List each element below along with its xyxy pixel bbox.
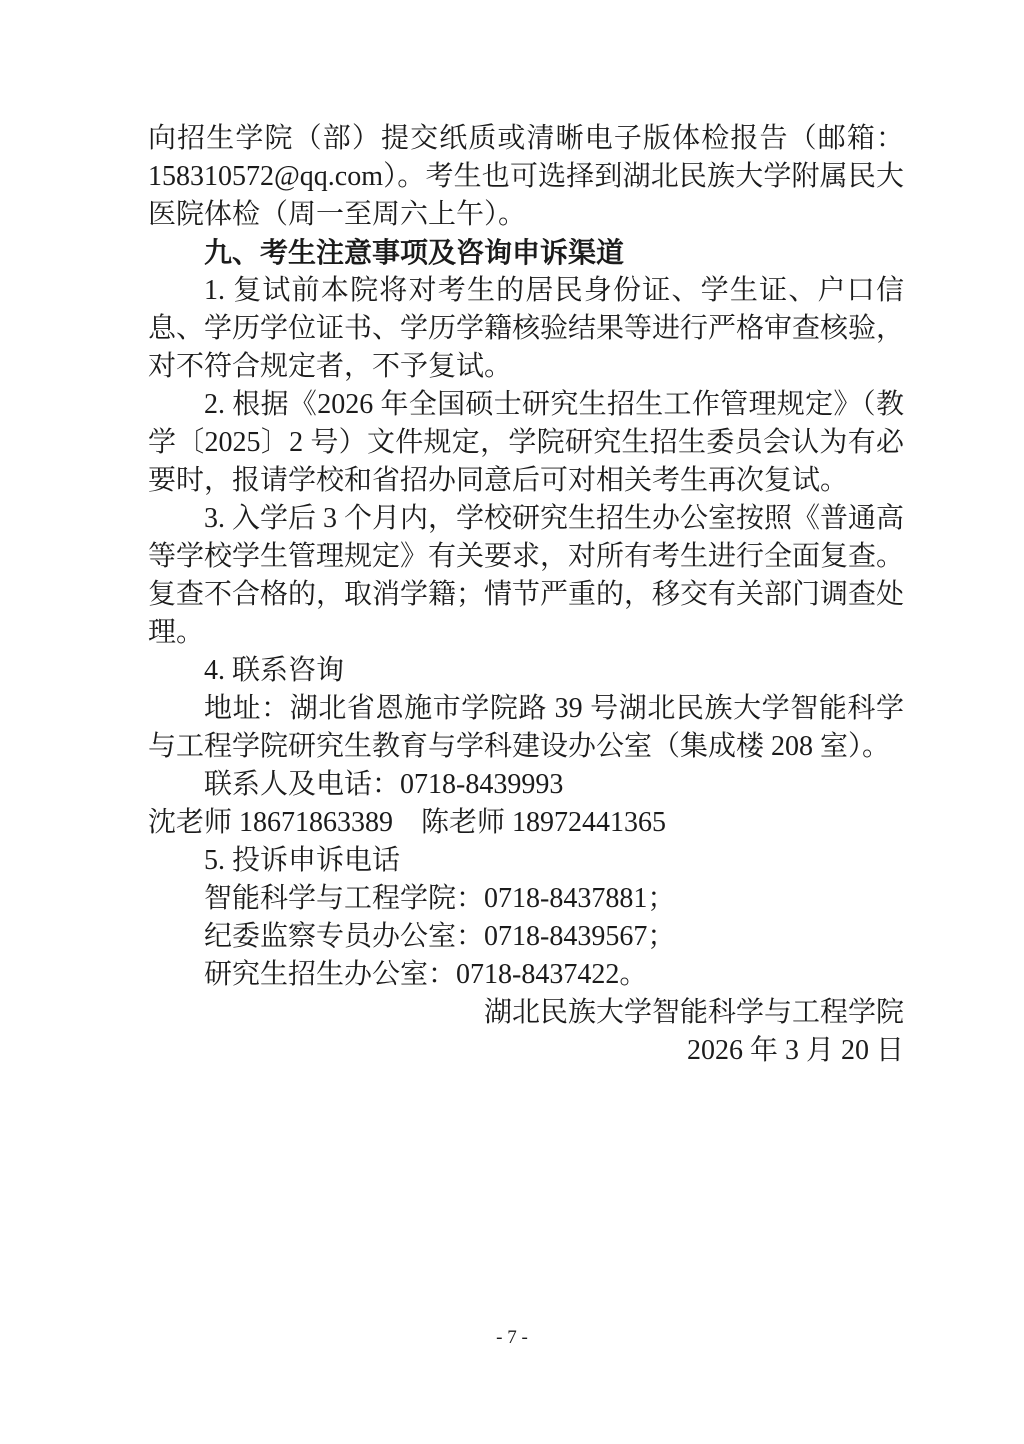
paragraph-item-1-verification: 1. 复试前本院将对考生的居民身份证、学生证、户口信息、学历学位证书、学历学籍核验结果等进行严格审查核验，对不符合规定者，不予复试。 bbox=[148, 275, 905, 382]
document-body bbox=[148, 120, 904, 1070]
page-number: - 7 - bbox=[496, 1327, 528, 1348]
paragraph-item-5-complaints-heading: 5. 投诉申诉电话 bbox=[204, 845, 401, 876]
paragraph-complaint-phone-discipline: 纪委监察专员办公室：0718-8439567； bbox=[204, 921, 676, 952]
paragraph-contact-address: 地址：湖北省恩施市学院路 39 号湖北民族大学智能科学与工程学院研究生教育与学科建设办公室（集成楼 208 室）。 bbox=[148, 693, 904, 762]
paragraph-item-3-recheck: 3. 入学后 3 个月内，学校研究生招生办公室按照《普通高等学校学生管理规定》有关要求，对所有考生进行全面复查。复查不合格的，取消学籍；情节严重的，移交有关部门调查处理。 bbox=[148, 503, 905, 648]
paragraph-medical-report: 向招生学院（部）提交纸质或清晰电子版体检报告（邮箱：158310572@qq.com）。考生也可选择到湖北民族大学附属民大医院体检（周一至周六上午）。 bbox=[148, 123, 904, 230]
paragraph-item-4-contact-heading: 4. 联系咨询 bbox=[204, 655, 345, 686]
signature-date: 2026 年 3 月 20 日 bbox=[686, 1035, 904, 1066]
section-heading-notices: 九、考生注意事项及咨询申诉渠道 bbox=[204, 237, 625, 268]
paragraph-item-2-regulations: 2. 根据《2026 年全国硕士研究生招生工作管理规定》（教学〔2025〕2 号）文件规定，学院研究生招生委员会认为有必要时，报请学校和省招办同意后可对相关考生再次复试。 bbox=[148, 389, 904, 496]
paragraph-contact-phone: 联系人及电话：0718-8439993 bbox=[204, 769, 564, 800]
paragraph-contact-teachers: 沈老师 18671863389 陈老师 18972441365 bbox=[148, 807, 667, 838]
paragraph-complaint-phone-admissions: 研究生招生办公室：0718-8437422。 bbox=[204, 959, 648, 990]
signature-organization: 湖北民族大学智能科学与工程学院 bbox=[483, 997, 904, 1028]
paragraph-complaint-phone-school: 智能科学与工程学院：0718-8437881； bbox=[204, 883, 676, 914]
